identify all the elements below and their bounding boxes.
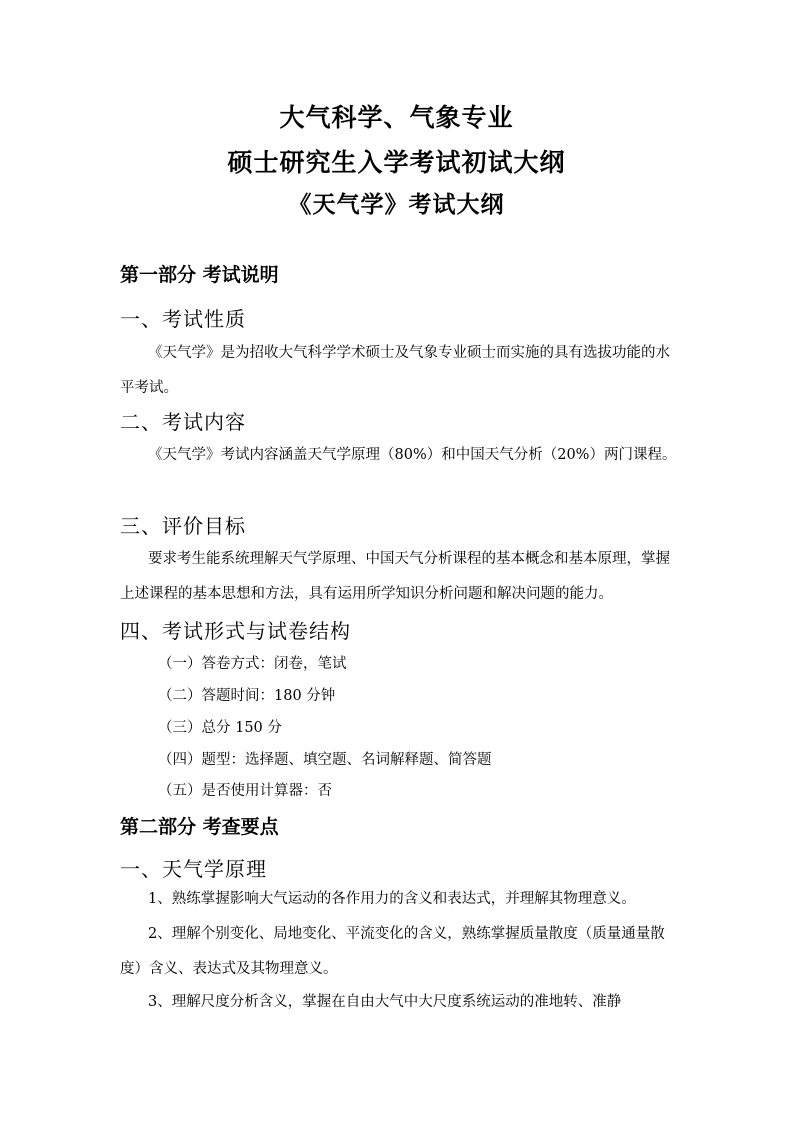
section-heading-content: 二、考试内容 (120, 410, 246, 434)
format-item: （三）总分 150 分 (158, 720, 282, 736)
format-item: （一）答卷方式：闭卷，笔试 (158, 656, 347, 672)
section-text-content: 《天气学》考试内容涵盖天气学原理（80%）和中国天气分析（20%）两门课程。 (148, 447, 677, 463)
point-item: 1、熟练掌握影响大气运动的各作用力的含义和表达式，并理解其物理意义。 (148, 891, 636, 907)
format-item: （四）题型：选择题、填空题、名词解释题、简答题 (158, 752, 492, 768)
title-line-1: 大气科学、气象专业 (279, 103, 514, 132)
format-item: （二）答题时间：180 分钟 (158, 688, 336, 704)
point-item: 3、理解尺度分析含义，掌握在自由大气中大尺度系统运动的准地转、准静 (148, 994, 622, 1010)
section-heading-format: 四、考试形式与试卷结构 (120, 619, 351, 643)
part1-heading: 第一部分 考试说明 (120, 264, 279, 286)
section-heading-nature: 一、考试性质 (120, 307, 246, 331)
section-text-nature: 《天气学》是为招收大气科学学术硕士及气象专业硕士而实施的具有选拔功能的水平考试。 (120, 345, 670, 396)
section-text-goals: 要求考生能系统理解天气学原理、中国天气分析课程的基本概念和基本原理，掌握上述课程的基本思想和方法，具有运用所学知识分析问题和解决问题的能力。 (120, 551, 670, 602)
point-item: 2、理解个别变化、局地变化、平流变化的含义，熟练掌握质量散度（质量通量散度）含义、表达式及其物理意义。 (120, 926, 665, 977)
part2-heading: 第二部分 考查要点 (120, 816, 279, 838)
section-heading-goals: 三、评价目标 (120, 514, 246, 538)
title-line-3: 《天气学》考试大纲 (288, 192, 505, 218)
section-heading-principles: 一、天气学原理 (120, 857, 267, 881)
format-item: （五）是否使用计算器：否 (158, 783, 332, 799)
title-line-2: 硕士研究生入学考试初试大纲 (227, 148, 566, 177)
